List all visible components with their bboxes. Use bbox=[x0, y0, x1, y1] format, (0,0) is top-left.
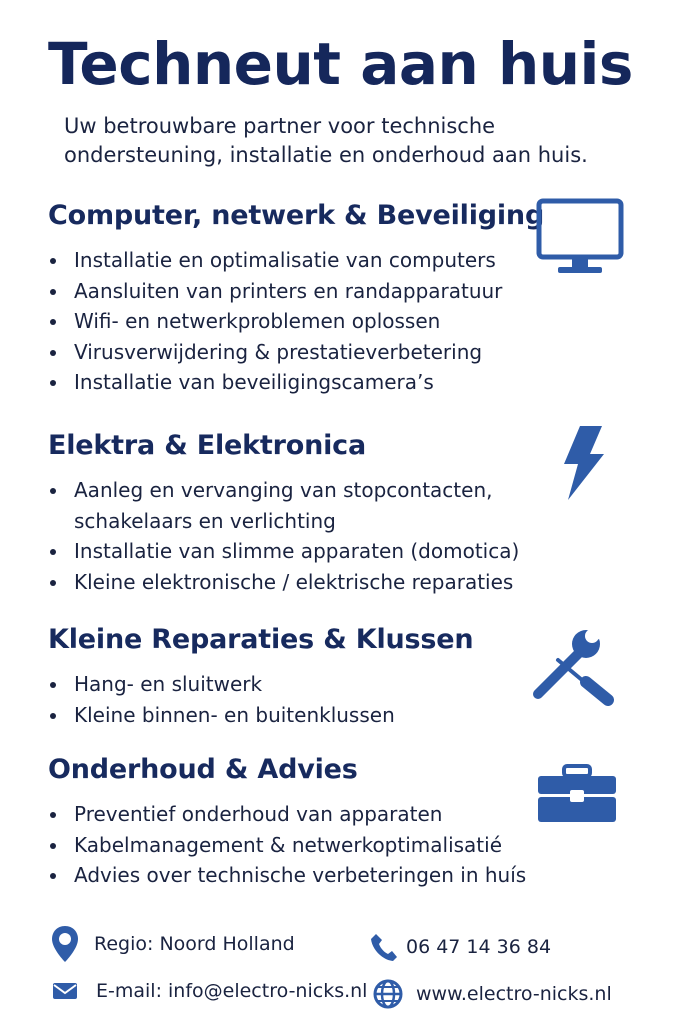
section-computer-network bbox=[48, 200, 608, 398]
list-item: Hang- en sluitwerk bbox=[48, 669, 608, 700]
list-item: Wifi- en netwerkproblemen oplossen bbox=[48, 306, 608, 337]
phone-number[interactable]: 06 47 14 36 84 bbox=[406, 936, 552, 958]
globe-icon bbox=[372, 978, 404, 1010]
section-list bbox=[48, 799, 608, 891]
list-item: Kleine elektronische / elektrische reparaties bbox=[48, 567, 608, 598]
email-address[interactable]: E-mail: info@electro-nicks.nl bbox=[96, 980, 368, 1002]
page-subtitle: Uw betrouwbare partner voor technische ondersteuning, installatie en onderhoud aan huis. bbox=[64, 114, 588, 167]
page-title: Techneut aan huis bbox=[48, 30, 633, 98]
list-item: Aanleg en vervanging van stopcontacten, bbox=[48, 475, 608, 506]
section-heading: Kleine Reparaties & Klussen bbox=[48, 624, 474, 655]
section-list bbox=[48, 475, 608, 597]
footer-email[interactable] bbox=[52, 980, 367, 1002]
footer-website[interactable] bbox=[372, 978, 612, 1010]
wrench-screwdriver-icon bbox=[528, 624, 618, 706]
list-item: Advies over technische verbeteringen in huís bbox=[48, 860, 608, 891]
footer-region bbox=[50, 924, 295, 964]
list-item: Installatie van slimme apparaten (domotica) bbox=[48, 536, 608, 567]
section-elektra bbox=[48, 430, 608, 597]
section-heading: Elektra & Elektronica bbox=[48, 430, 366, 461]
list-item: Installatie en optimalisatie van computers bbox=[48, 245, 608, 276]
website-url[interactable]: www.electro-nicks.nl bbox=[416, 983, 612, 1005]
footer-phone[interactable] bbox=[370, 932, 551, 962]
section-heading: Computer, netwerk & Beveiliging bbox=[48, 200, 545, 231]
list-item: Kabelmanagement & netwerkoptimalisatié bbox=[48, 830, 608, 861]
list-item: Aansluiten van printers en randapparatuur bbox=[48, 276, 608, 307]
section-reparaties bbox=[48, 624, 608, 730]
list-item-continuation: schakelaars en verlichting bbox=[74, 508, 336, 533]
monitor-icon bbox=[536, 198, 624, 278]
section-list bbox=[48, 669, 608, 730]
location-pin-icon bbox=[50, 924, 80, 964]
region-text: Regio: Noord Holland bbox=[94, 933, 295, 955]
section-onderhoud bbox=[48, 754, 608, 891]
lightning-icon bbox=[558, 426, 608, 500]
list-item: Preventief onderhoud van apparaten bbox=[48, 799, 608, 830]
list-item: Kleine binnen- en buitenklussen bbox=[48, 700, 608, 731]
toolbox-icon bbox=[536, 764, 618, 824]
section-heading: Onderhoud & Advies bbox=[48, 754, 358, 785]
list-item: Installatie van beveiligingscamera’s bbox=[48, 367, 608, 398]
phone-icon bbox=[370, 932, 398, 962]
envelope-icon bbox=[52, 981, 78, 1001]
list-item: Virusverwijdering & prestatieverbetering bbox=[48, 337, 608, 368]
section-list bbox=[48, 245, 608, 398]
